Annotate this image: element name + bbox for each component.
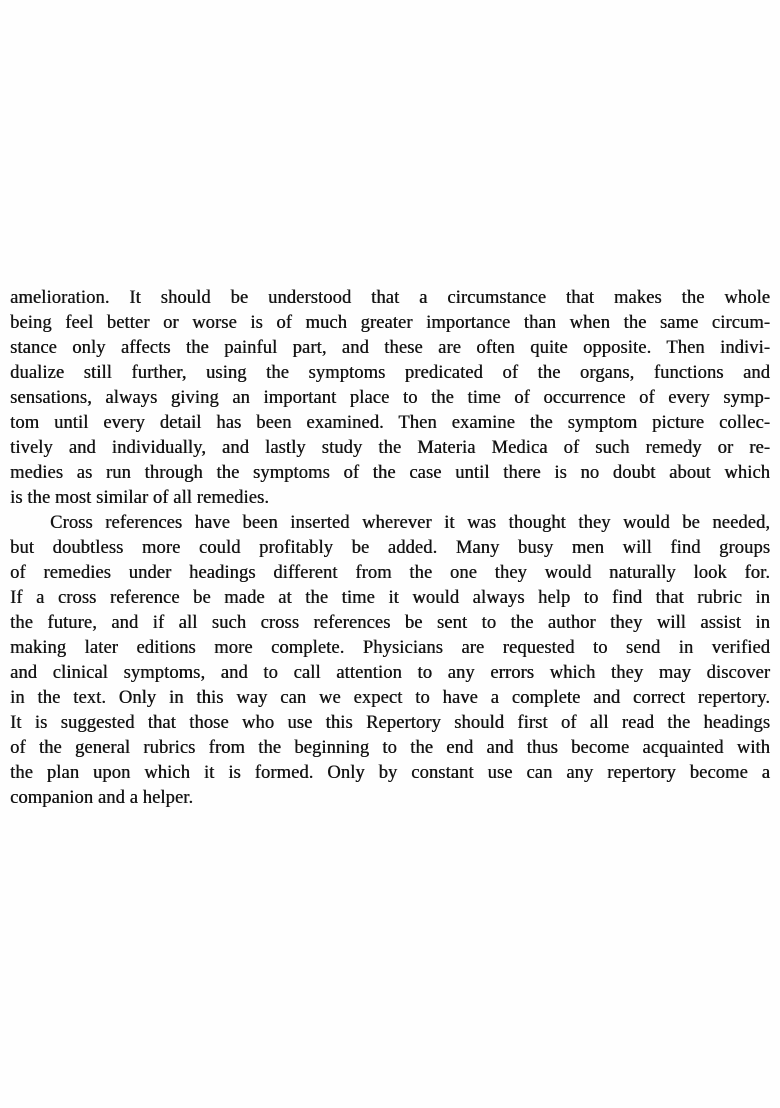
text-block bbox=[10, 286, 770, 811]
text-line: is the most similar of all remedies. bbox=[10, 488, 269, 508]
text-line: Cross references have been inserted wherever it was thought they would be needed, bbox=[50, 513, 770, 533]
text-line: being feel better or worse is of much greater importance than when the same circum- bbox=[10, 313, 770, 333]
text-line: stance only affects the painful part, and these are often quite opposite. Then indivi- bbox=[10, 338, 770, 358]
text-line: the plan upon which it is formed. Only by constant use can any repertory become a bbox=[10, 763, 770, 783]
text-line: but doubtless more could profitably be added. Many busy men will find groups bbox=[10, 538, 770, 558]
text-line: If a cross reference be made at the time it would always help to find that rubric in bbox=[10, 588, 770, 608]
text-line: and clinical symptoms, and to call attention to any errors which they may discover bbox=[10, 663, 770, 683]
text-line: tom until every detail has been examined. Then examine the symptom picture collec- bbox=[10, 413, 770, 433]
text-line: It is suggested that those who use this Repertory should first of all read the headings bbox=[10, 713, 770, 733]
text-line: of remedies under headings different from the one they would naturally look for. bbox=[10, 563, 770, 583]
text-line: the future, and if all such cross references be sent to the author they will assist in bbox=[10, 613, 770, 633]
text-line: medies as run through the symptoms of the case until there is no doubt about which bbox=[10, 463, 770, 483]
text-line: sensations, always giving an important place to the time of occurrence of every symp- bbox=[10, 388, 770, 408]
text-line: amelioration. It should be understood that a circumstance that makes the whole bbox=[10, 288, 770, 308]
text-line: tively and individually, and lastly study the Materia Medica of such remedy or re- bbox=[10, 438, 770, 458]
text-line: dualize still further, using the symptoms predicated of the organs, functions and bbox=[10, 363, 770, 383]
text-line: of the general rubrics from the beginning to the end and thus become acquainted with bbox=[10, 738, 770, 758]
text-line: making later editions more complete. Physicians are requested to send in verified bbox=[10, 638, 770, 658]
text-line: in the text. Only in this way can we expect to have a complete and correct repertory. bbox=[10, 688, 770, 708]
text-line: companion and a helper. bbox=[10, 788, 194, 808]
